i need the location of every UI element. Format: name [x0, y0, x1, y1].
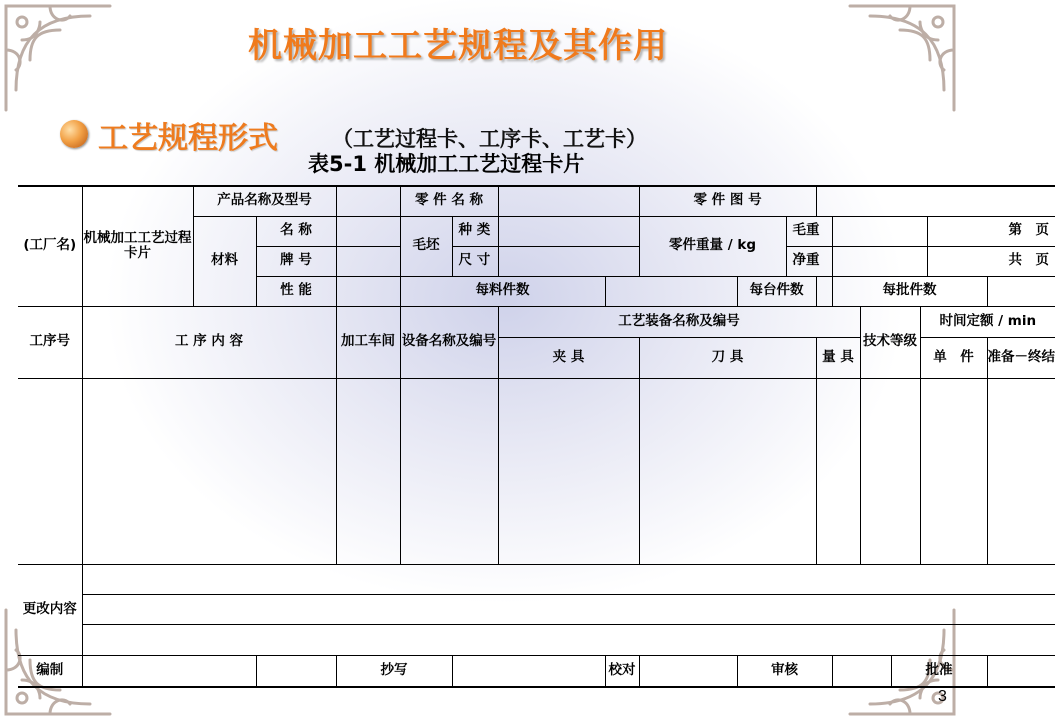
blank-type-label: 种 类 — [452, 216, 498, 246]
net-weight-value[interactable] — [832, 246, 927, 276]
checked-label: 校对 — [605, 655, 639, 687]
slide-title: 机械加工工艺规程及其作用 — [248, 26, 668, 66]
factory-name-cell: (工厂名) — [18, 186, 82, 306]
fixture-header: 夹 具 — [498, 337, 639, 378]
copied-label: 抄写 — [336, 655, 452, 687]
part-name-value[interactable] — [498, 186, 639, 216]
checked-value[interactable] — [639, 655, 737, 687]
page-number-label: 第 页 — [927, 216, 1055, 246]
net-weight-label: 净重 — [786, 246, 832, 276]
table-caption: 表5-1 机械加工工艺过程卡片 — [308, 152, 585, 176]
table-row — [18, 655, 1055, 687]
table-row — [18, 564, 1055, 594]
gross-weight-value[interactable] — [832, 216, 927, 246]
gross-weight-label: 毛重 — [786, 216, 832, 246]
table-row — [18, 594, 1055, 624]
gauge-cell[interactable] — [816, 378, 860, 564]
card-name-cell: 机械加工工艺过程卡片 — [82, 186, 193, 306]
pieces-per-batch-label: 每批件数 — [832, 276, 987, 306]
pieces-per-machine-value[interactable] — [816, 276, 832, 306]
equipment-header: 设备名称及编号 — [400, 306, 498, 378]
prep-time-cell[interactable] — [987, 378, 1055, 564]
section-heading-subtitle: （工艺过程卡、工序卡、工艺卡） — [332, 127, 647, 151]
blank-label: 毛坯 — [400, 216, 452, 276]
blank-type-value[interactable] — [498, 216, 639, 246]
reviewed-value[interactable] — [832, 655, 891, 687]
revision-line[interactable] — [82, 594, 1055, 624]
material-grade-label: 牌 号 — [256, 246, 336, 276]
fixture-cell[interactable] — [498, 378, 639, 564]
pieces-per-blank-value[interactable] — [605, 276, 737, 306]
section-heading: 工艺规程形式 — [98, 121, 278, 156]
process-card-table — [18, 185, 1055, 688]
ornament-corner-icon — [830, 0, 960, 130]
time-quota-header: 时间定额 / min — [920, 306, 1055, 337]
part-name-label: 零 件 名 称 — [400, 186, 498, 216]
table-row — [18, 624, 1055, 655]
skill-grade-header: 技术等级 — [860, 306, 920, 378]
prep-time-header: 准备－终结 — [987, 337, 1055, 378]
material-label: 材料 — [193, 216, 256, 306]
op-number-header: 工序号 — [18, 306, 82, 378]
cutter-cell[interactable] — [639, 378, 816, 564]
product-name-label: 产品名称及型号 — [193, 186, 336, 216]
unit-time-cell[interactable] — [920, 378, 987, 564]
tooling-header: 工艺装备名称及编号 — [498, 306, 860, 337]
blank-size-label: 尺 寸 — [452, 246, 498, 276]
part-weight-label: 零件重量 / kg — [639, 216, 786, 276]
unit-time-header: 单 件 — [920, 337, 987, 378]
copied-value[interactable] — [452, 655, 605, 687]
equipment-cell[interactable] — [400, 378, 498, 564]
approved-label: 批准 — [891, 655, 987, 687]
revision-label: 更改内容 — [18, 564, 82, 655]
part-drawing-label: 零 件 图 号 — [639, 186, 816, 216]
material-property-value[interactable] — [336, 276, 400, 306]
page-total-label: 共 页 — [927, 246, 1055, 276]
pieces-per-blank-label: 每料件数 — [400, 276, 605, 306]
revision-line[interactable] — [82, 564, 1055, 594]
table-row — [18, 186, 1055, 216]
blank-size-value[interactable] — [498, 246, 639, 276]
part-drawing-value[interactable] — [816, 186, 1055, 216]
page-number: 3 — [938, 688, 947, 705]
compiled-value[interactable] — [82, 655, 256, 687]
gauge-header: 量 具 — [816, 337, 860, 378]
table-row — [18, 306, 1055, 337]
material-property-label: 性 能 — [256, 276, 336, 306]
skill-grade-cell[interactable] — [860, 378, 920, 564]
pieces-per-batch-value[interactable] — [987, 276, 1055, 306]
compiled-spacer — [256, 655, 336, 687]
material-name-label: 名 称 — [256, 216, 336, 246]
revision-line[interactable] — [82, 624, 1055, 655]
cutter-header: 刀 具 — [639, 337, 816, 378]
material-name-value[interactable] — [336, 216, 400, 246]
op-content-header: 工 序 内 容 — [82, 306, 336, 378]
reviewed-label: 审核 — [737, 655, 832, 687]
op-number-cell[interactable] — [18, 378, 82, 564]
op-content-cell[interactable] — [82, 378, 336, 564]
pieces-per-machine-label: 每台件数 — [737, 276, 816, 306]
product-name-value[interactable] — [336, 186, 400, 216]
compiled-label: 编制 — [18, 655, 82, 687]
bullet-icon — [60, 120, 88, 148]
ornament-corner-icon — [0, 0, 130, 130]
table-row — [18, 378, 1055, 564]
approved-value[interactable] — [987, 655, 1055, 687]
workshop-header: 加工车间 — [336, 306, 400, 378]
material-grade-value[interactable] — [336, 246, 400, 276]
workshop-cell[interactable] — [336, 378, 400, 564]
